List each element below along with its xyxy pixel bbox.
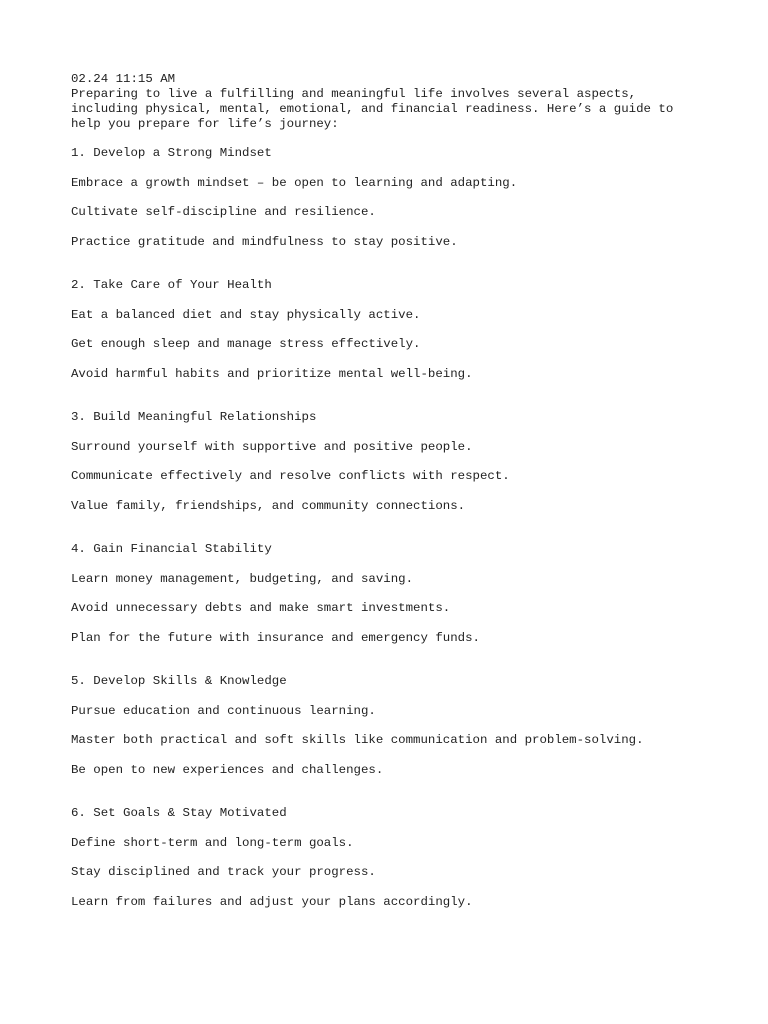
section-item: Surround yourself with supportive and positive people.	[71, 439, 473, 454]
section-item: Learn from failures and adjust your plans accordingly.	[71, 894, 473, 909]
section-item: Avoid harmful habits and prioritize mental well-being.	[71, 366, 473, 381]
section-item: Define short-term and long-term goals.	[71, 835, 354, 850]
section-item: Get enough sleep and manage stress effectively.	[71, 337, 421, 351]
section-goals	[71, 806, 711, 910]
section-skills	[71, 674, 711, 778]
section-item: Practice gratitude and mindfulness to stay positive.	[71, 234, 458, 249]
section-item: Pursue education and continuous learning.	[71, 703, 376, 718]
section-item: Embrace a growth mindset – be open to learning and adapting.	[71, 175, 518, 190]
section-item: Avoid unnecessary debts and make smart investments.	[71, 601, 451, 615]
section-item: Be open to new experiences and challenges.	[71, 762, 384, 777]
section-heading: 6. Set Goals & Stay Motivated	[71, 806, 287, 820]
section-heading: 3. Build Meaningful Relationships	[71, 410, 317, 424]
section-relationships	[71, 410, 711, 514]
section-item: Learn money management, budgeting, and saving.	[71, 571, 414, 586]
section-item: Stay disciplined and track your progress.	[71, 865, 376, 879]
section-mindset	[71, 146, 711, 250]
section-heading: 4. Gain Financial Stability	[71, 542, 272, 556]
section-item: Plan for the future with insurance and emergency funds.	[71, 630, 480, 645]
section-item: Eat a balanced diet and stay physically active.	[71, 307, 421, 322]
section-financial	[71, 542, 711, 646]
section-heading: 5. Develop Skills & Knowledge	[71, 674, 287, 688]
section-item: Master both practical and soft skills like communication and problem-solving.	[71, 733, 644, 747]
section-heading: 1. Develop a Strong Mindset	[71, 146, 272, 160]
section-health	[71, 278, 711, 382]
section-item: Value family, friendships, and community connections.	[71, 498, 466, 513]
intro-paragraph: Preparing to live a fulfilling and meaningful life involves several aspects, including physical, mental, emotional, and financial readiness. Here’s a guide to help you prepare for life’s journey:	[71, 87, 674, 131]
timestamp: 02.24 11:15 AM	[71, 72, 176, 86]
document-page	[71, 72, 711, 910]
section-item: Communicate effectively and resolve conflicts with respect.	[71, 469, 510, 483]
section-item: Cultivate self-discipline and resilience.	[71, 205, 376, 219]
section-heading: 2. Take Care of Your Health	[71, 278, 272, 292]
